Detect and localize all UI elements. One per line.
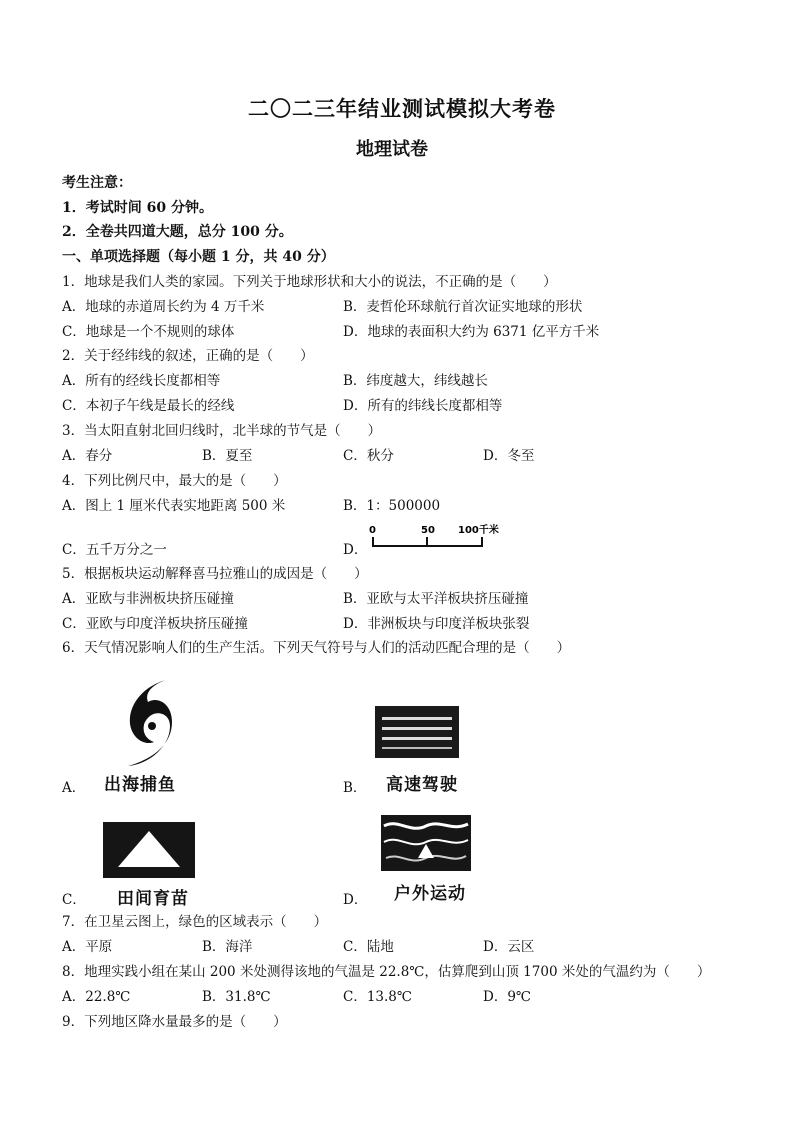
symbol-caption: 出海捕鱼 bbox=[104, 775, 176, 795]
option-label: D． bbox=[343, 892, 368, 908]
question-stem: 6．天气情况影响人们的生产生活。下列天气符号与人们的活动匹配合理的是（ ） bbox=[62, 640, 571, 656]
option: D．云区 bbox=[483, 939, 535, 955]
fog-icon bbox=[374, 705, 460, 759]
scale-label-100: 100千米 bbox=[458, 525, 499, 536]
option: D．9℃ bbox=[483, 989, 532, 1005]
typhoon-icon bbox=[114, 676, 184, 768]
exam-subtitle: 地理试卷 bbox=[356, 139, 428, 160]
option: C．本初子午线是最长的经线 bbox=[62, 398, 235, 414]
question-stem: 9．下列地区降水量最多的是（ ） bbox=[62, 1014, 287, 1030]
notice-item: 2．全卷共四道大题，总分 100 分。 bbox=[62, 224, 293, 240]
option: D． bbox=[343, 542, 368, 558]
scale-bar-icon bbox=[366, 522, 506, 554]
option: D．地球的表面积大约为 6371 亿平方千米 bbox=[343, 324, 600, 340]
option: C．亚欧与印度洋板块挤压碰撞 bbox=[62, 616, 248, 632]
option: A．春分 bbox=[62, 448, 113, 464]
symbol-caption: 田间育苗 bbox=[117, 889, 189, 909]
question-stem: 8．地理实践小组在某山 200 米处测得该地的气温是 22.8℃，估算爬到山顶 1700 米处的气温约为（ ） bbox=[62, 964, 711, 980]
notice-heading: 考生注意： bbox=[62, 175, 132, 191]
sandstorm-icon bbox=[380, 814, 472, 872]
option-label: C． bbox=[62, 892, 86, 908]
option: B．亚欧与太平洋板块挤压碰撞 bbox=[343, 591, 529, 607]
symbol-caption: 高速驾驶 bbox=[386, 775, 458, 795]
question-stem: 7．在卫星云图上，绿色的区域表示（ ） bbox=[62, 914, 328, 930]
option: B．麦哲伦环球航行首次证实地球的形状 bbox=[343, 299, 583, 315]
option: A．亚欧与非洲板块挤压碰撞 bbox=[62, 591, 234, 607]
option: B．夏至 bbox=[202, 448, 253, 464]
option: C．13.8℃ bbox=[343, 989, 412, 1005]
question-stem: 3．当太阳直射北回归线时，北半球的节气是（ ） bbox=[62, 423, 382, 439]
option: A．平原 bbox=[62, 939, 113, 955]
option: C．陆地 bbox=[343, 939, 394, 955]
option: B．海洋 bbox=[202, 939, 253, 955]
option: C．五千万分之一 bbox=[62, 542, 167, 558]
scale-label-0: 0 bbox=[369, 525, 376, 536]
option-label: A． bbox=[62, 780, 86, 796]
option: A．所有的经线长度都相等 bbox=[62, 373, 221, 389]
question-stem: 5．根据板块运动解释喜马拉雅山的成因是（ ） bbox=[62, 566, 368, 582]
notice-item: 1．考试时间 60 分钟。 bbox=[62, 200, 213, 216]
option: B．31.8℃ bbox=[202, 989, 271, 1005]
question-stem: 4．下列比例尺中，最大的是（ ） bbox=[62, 473, 287, 489]
option: C．地球是一个不规则的球体 bbox=[62, 324, 235, 340]
option: D．冬至 bbox=[483, 448, 535, 464]
option: A．22.8℃ bbox=[62, 989, 131, 1005]
symbol-caption: 户外运动 bbox=[394, 884, 466, 904]
section-heading: 一、单项选择题（每小题 1 分，共 40 分） bbox=[62, 249, 335, 265]
option: B．纬度越大，纬线越长 bbox=[343, 373, 488, 389]
snow-icon bbox=[102, 821, 196, 879]
option: C．秋分 bbox=[343, 448, 394, 464]
scale-label-50: 50 bbox=[421, 525, 435, 536]
option: D．非洲板块与印度洋板块张裂 bbox=[343, 616, 530, 632]
question-stem: 2．关于经纬线的叙述，正确的是（ ） bbox=[62, 348, 314, 364]
option-label: B． bbox=[343, 780, 367, 796]
question-stem: 1．地球是我们人类的家园。下列关于地球形状和大小的说法，不正确的是（ ） bbox=[62, 274, 557, 290]
option: A．地球的赤道周长约为 4 万千米 bbox=[62, 299, 265, 315]
exam-title: 二〇二三年结业测试模拟大考卷 bbox=[248, 96, 556, 121]
option: A．图上 1 厘米代表实地距离 500 米 bbox=[62, 498, 286, 514]
option: B．1：500000 bbox=[343, 498, 441, 514]
option: D．所有的纬线长度都相等 bbox=[343, 398, 503, 414]
